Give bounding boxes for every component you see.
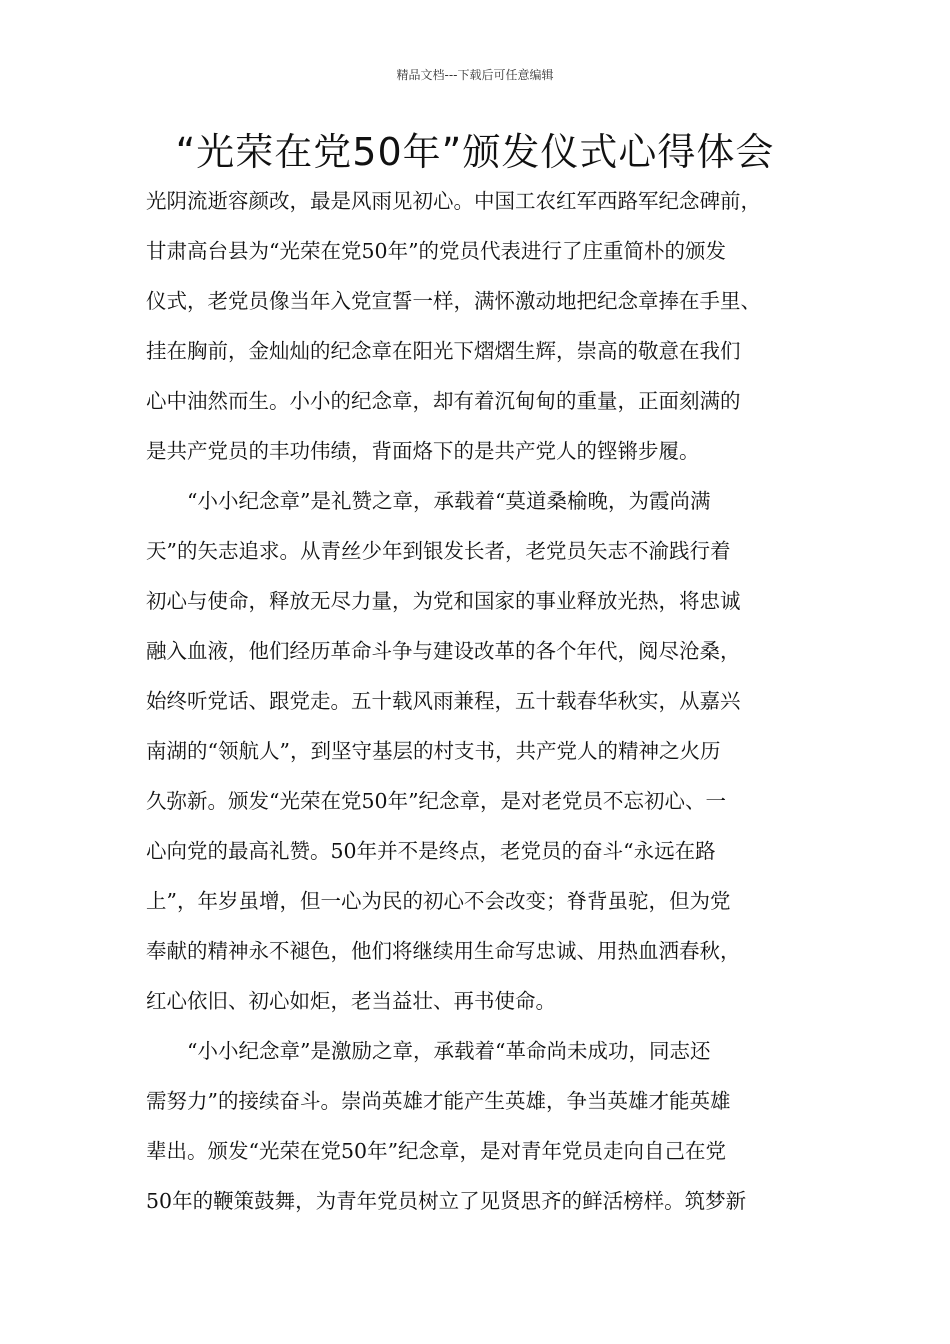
text-line: 甘肃高台县为“光荣在党50年”的党员代表进行了庄重简朴的颁发 [146,239,727,263]
text-line: 奉献的精神永不褪色，他们将继续用生命写忠诚、用热血洒春秋， [146,939,741,963]
text-line: 是共产党员的丰功伟绩，背面烙下的是共产党人的铿锵步履。 [146,439,700,463]
text-line: 需努力”的接续奋斗。崇尚英雄才能产生英雄，争当英雄才能英雄 [146,1089,731,1113]
text-line: 上”，年岁虽增，但一心为民的初心不会改变；脊背虽驼，但为党 [146,889,731,913]
text-line: 天”的矢志追求。从青丝少年到银发长者，老党员矢志不渝践行着 [146,539,731,563]
text-line: 融入血液，他们经历革命斗争与建设改革的各个年代，阅尽沧桑， [146,639,741,663]
document-title: “光荣在党50年”颁发仪式心得体会 [175,130,775,174]
text-line: 初心与使命，释放无尽力量，为党和国家的事业释放光热，将忠诚 [146,589,741,613]
paragraph-start-line: “小小纪念章”是礼赞之章，承载着“莫道桑榆晚，为霞尚满 [187,489,711,513]
text-line: 挂在胸前，金灿灿的纪念章在阳光下熠熠生辉，崇高的敬意在我们 [146,339,741,363]
text-line: 辈出。颁发“光荣在党50年”纪念章，是对青年党员走向自己在党 [146,1139,727,1163]
text-line: 红心依旧、初心如炬，老当益壮、再书使命。 [146,989,556,1013]
text-line: 仪式，老党员像当年入党宣誓一样，满怀激动地把纪念章捧在手里、 [146,289,761,313]
text-line: 久弥新。颁发“光荣在党50年”纪念章，是对老党员不忘初心、一 [146,789,727,813]
text-line: 50年的鞭策鼓舞，为青年党员树立了见贤思齐的鲜活榜样。筑梦新 [146,1189,747,1213]
text-line: 光阴流逝容颜改，最是风雨见初心。中国工农红军西路军纪念碑前， [146,189,761,213]
text-line: 南湖的“领航人”，到坚守基层的村支书，共产党人的精神之火历 [146,739,721,763]
text-line: 心中油然而生。小小的纪念章，却有着沉甸甸的重量，正面刻满的 [146,389,741,413]
document-body [146,176,836,1226]
text-line: 心向党的最高礼赞。50年并不是终点，老党员的奋斗“永远在路 [146,839,716,863]
text-line: 始终听党话、跟党走。五十载风雨兼程，五十载春华秋实，从嘉兴 [146,689,741,713]
paragraph-start-line: “小小纪念章”是激励之章，承载着“革命尚未成功，同志还 [187,1039,711,1063]
header-note: 精品文档---下载后可任意编辑 [396,68,554,82]
